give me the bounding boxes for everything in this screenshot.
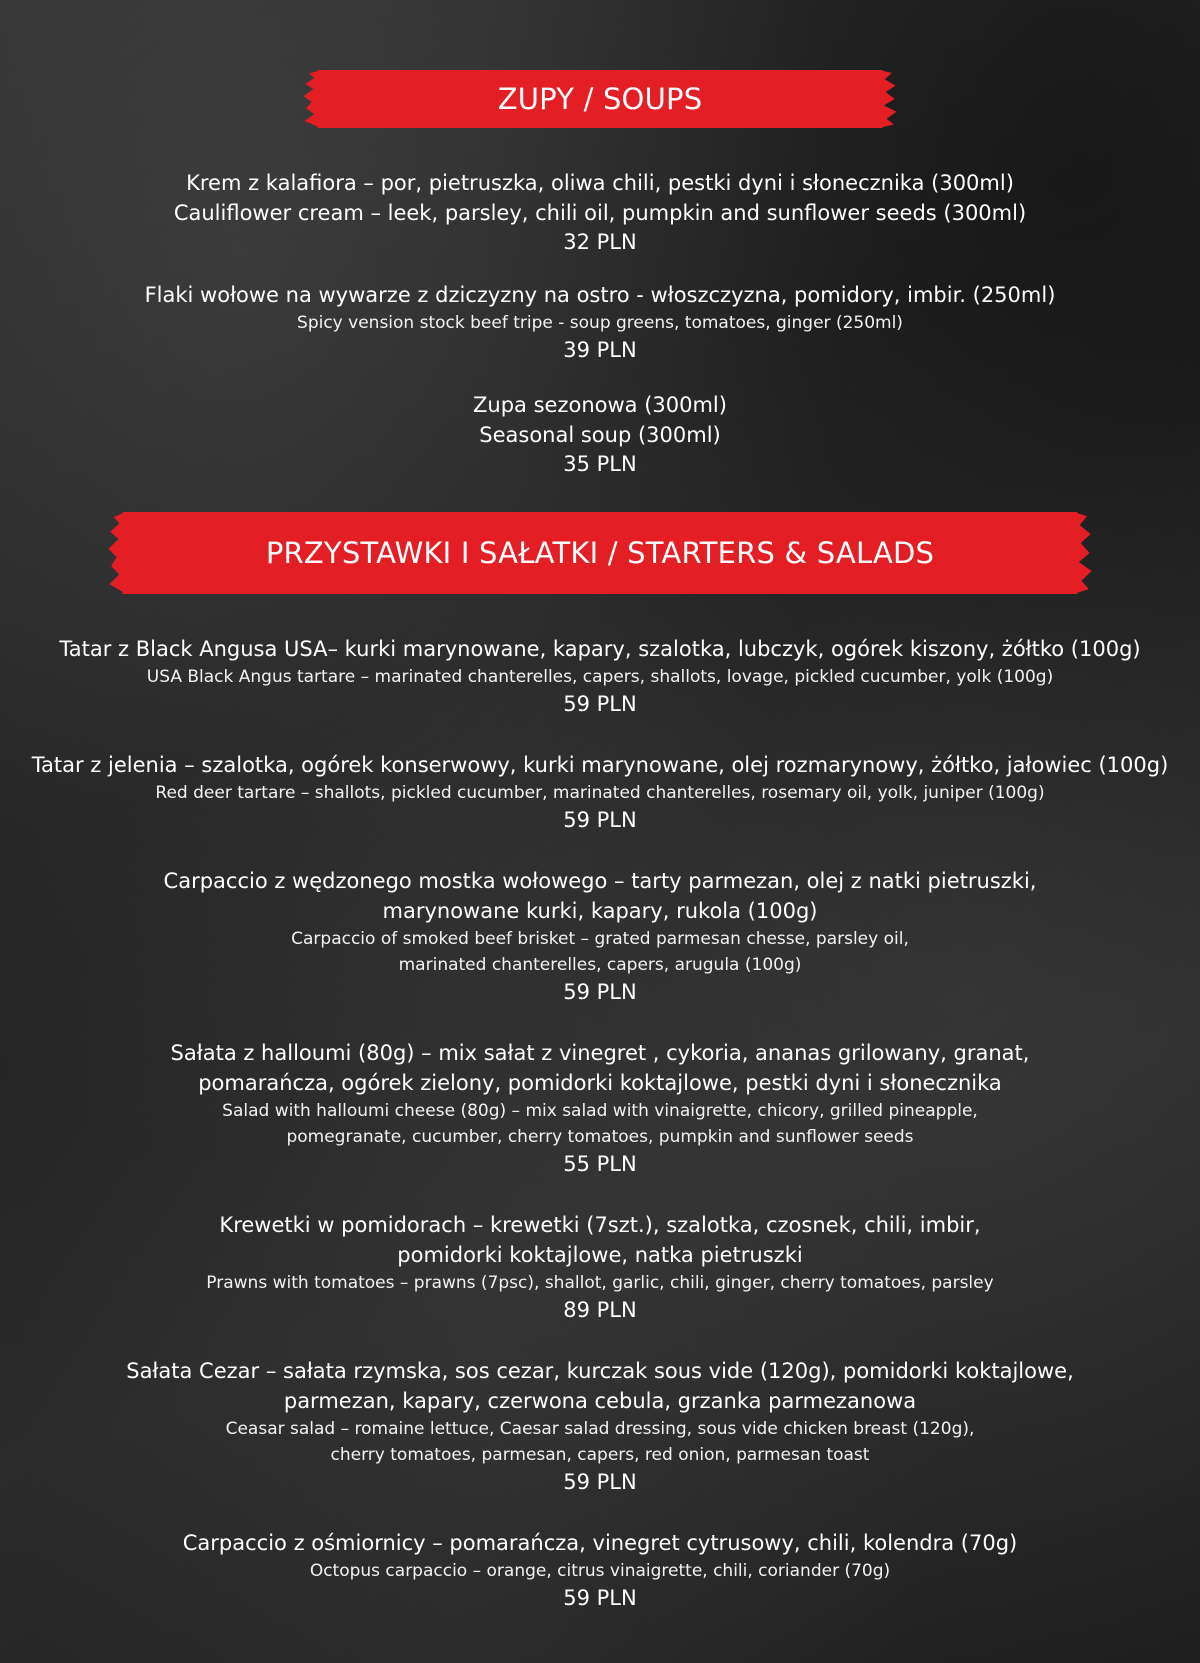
item-name-pl: pomarańcza, ogórek zielony, pomidorki koktajlowe, pestki dyni i słonecznika <box>198 1071 1002 1095</box>
item-name-en: Prawns with tomatoes – prawns (7psc), shallot, garlic, chili, ginger, cherry tomatoes, parsley <box>206 1273 994 1293</box>
item-price: 59 PLN <box>563 1586 637 1610</box>
section-banner-soups <box>318 70 883 128</box>
item-price: 59 PLN <box>563 980 637 1004</box>
item-name-pl: Krewetki w pomidorach – krewetki (7szt.), szalotka, czosnek, chili, imbir, <box>219 1213 981 1237</box>
item-name-en: Red deer tartare – shallots, pickled cucumber, marinated chanterelles, rosemary oil, yolk, juniper (100g) <box>155 783 1045 803</box>
menu-item <box>0 280 1200 364</box>
menu-item <box>0 750 1200 834</box>
item-name-pl: Tatar z jelenia – szalotka, ogórek konserwowy, kurki marynowane, olej rozmarynowy, żółtko, jałowiec (100g) <box>31 753 1169 777</box>
item-name-pl: Flaki wołowe na wywarze z dziczyzny na ostro - włoszczyzna, pomidory, imbir. (250ml) <box>144 283 1056 307</box>
item-name-pl: Carpaccio z wędzonego mostka wołowego – tarty parmezan, olej z natki pietruszki, <box>163 869 1037 893</box>
item-name-pl: marynowane kurki, kapary, rukola (100g) <box>382 899 818 923</box>
soups-list <box>0 168 1200 478</box>
section-title-soups: ZUPY / SOUPS <box>497 82 703 116</box>
menu-item <box>0 390 1200 478</box>
item-price: 59 PLN <box>563 808 637 832</box>
menu-item <box>0 1210 1200 1324</box>
item-name-en: Salad with halloumi cheese (80g) – mix salad with vinaigrette, chicory, grilled pineapple, <box>222 1101 978 1121</box>
section-title-starters: PRZYSTAWKI I SAŁATKI / STARTERS & SALADS <box>265 536 935 570</box>
menu-item <box>0 866 1200 1006</box>
item-name-pl: Sałata Cezar – sałata rzymska, sos cezar, kurczak sous vide (120g), pomidorki koktajlowe, <box>126 1359 1074 1383</box>
item-name-en: marinated chanterelles, capers, arugula (100g) <box>398 955 802 975</box>
item-name-en: USA Black Angus tartare – marinated chanterelles, capers, shallots, lovage, pickled cucumber, yolk (100g) <box>146 667 1054 687</box>
item-name-en: cherry tomatoes, parmesan, capers, red onion, parmesan toast <box>330 1445 870 1465</box>
item-name-en: Octopus carpaccio – orange, citrus vinaigrette, chili, coriander (70g) <box>309 1561 891 1581</box>
item-name-pl: Tatar z Black Angusa USA– kurki marynowane, kapary, szalotka, lubczyk, ogórek kiszony, żółtko (100g) <box>59 637 1141 661</box>
item-name-en: Cauliflower cream – leek, parsley, chili oil, pumpkin and sunflower seeds (300ml) <box>173 201 1027 225</box>
item-price: 89 PLN <box>563 1298 637 1322</box>
menu-item <box>0 1528 1200 1612</box>
item-name-en: Ceasar salad – romaine lettuce, Caesar salad dressing, sous vide chicken breast (120g), <box>225 1419 975 1439</box>
item-price: 59 PLN <box>563 1470 637 1494</box>
menu-item <box>0 634 1200 718</box>
menu-item <box>0 1356 1200 1496</box>
item-price: 35 PLN <box>563 452 637 476</box>
item-name-en: Seasonal soup (300ml) <box>479 423 721 447</box>
starters-list <box>0 634 1200 1612</box>
item-name-pl: Krem z kalafiora – por, pietruszka, oliwa chili, pestki dyni i słonecznika (300ml) <box>186 171 1014 195</box>
menu-item <box>0 168 1200 256</box>
menu-item <box>0 1038 1200 1178</box>
item-name-pl: Sałata z halloumi (80g) – mix sałat z vinegret , cykoria, ananas grilowany, granat, <box>170 1041 1030 1065</box>
item-name-en: pomegranate, cucumber, cherry tomatoes, pumpkin and sunflower seeds <box>286 1127 914 1147</box>
item-name-en: Spicy vension stock beef tripe - soup greens, tomatoes, ginger (250ml) <box>297 313 903 333</box>
item-price: 55 PLN <box>563 1152 637 1176</box>
item-name-pl: Zupa sezonowa (300ml) <box>473 393 727 417</box>
item-name-pl: parmezan, kapary, czerwona cebula, grzanka parmezanowa <box>283 1389 917 1413</box>
section-banner-starters <box>123 512 1078 594</box>
item-price: 59 PLN <box>563 692 637 716</box>
item-name-en: Carpaccio of smoked beef brisket – grated parmesan chesse, parsley oil, <box>291 929 909 949</box>
item-name-pl: pomidorki koktajlowe, natka pietruszki <box>397 1243 803 1267</box>
item-price: 32 PLN <box>563 230 637 254</box>
item-name-pl: Carpaccio z ośmiornicy – pomarańcza, vinegret cytrusowy, chili, kolendra (70g) <box>182 1531 1018 1555</box>
item-price: 39 PLN <box>563 338 637 362</box>
